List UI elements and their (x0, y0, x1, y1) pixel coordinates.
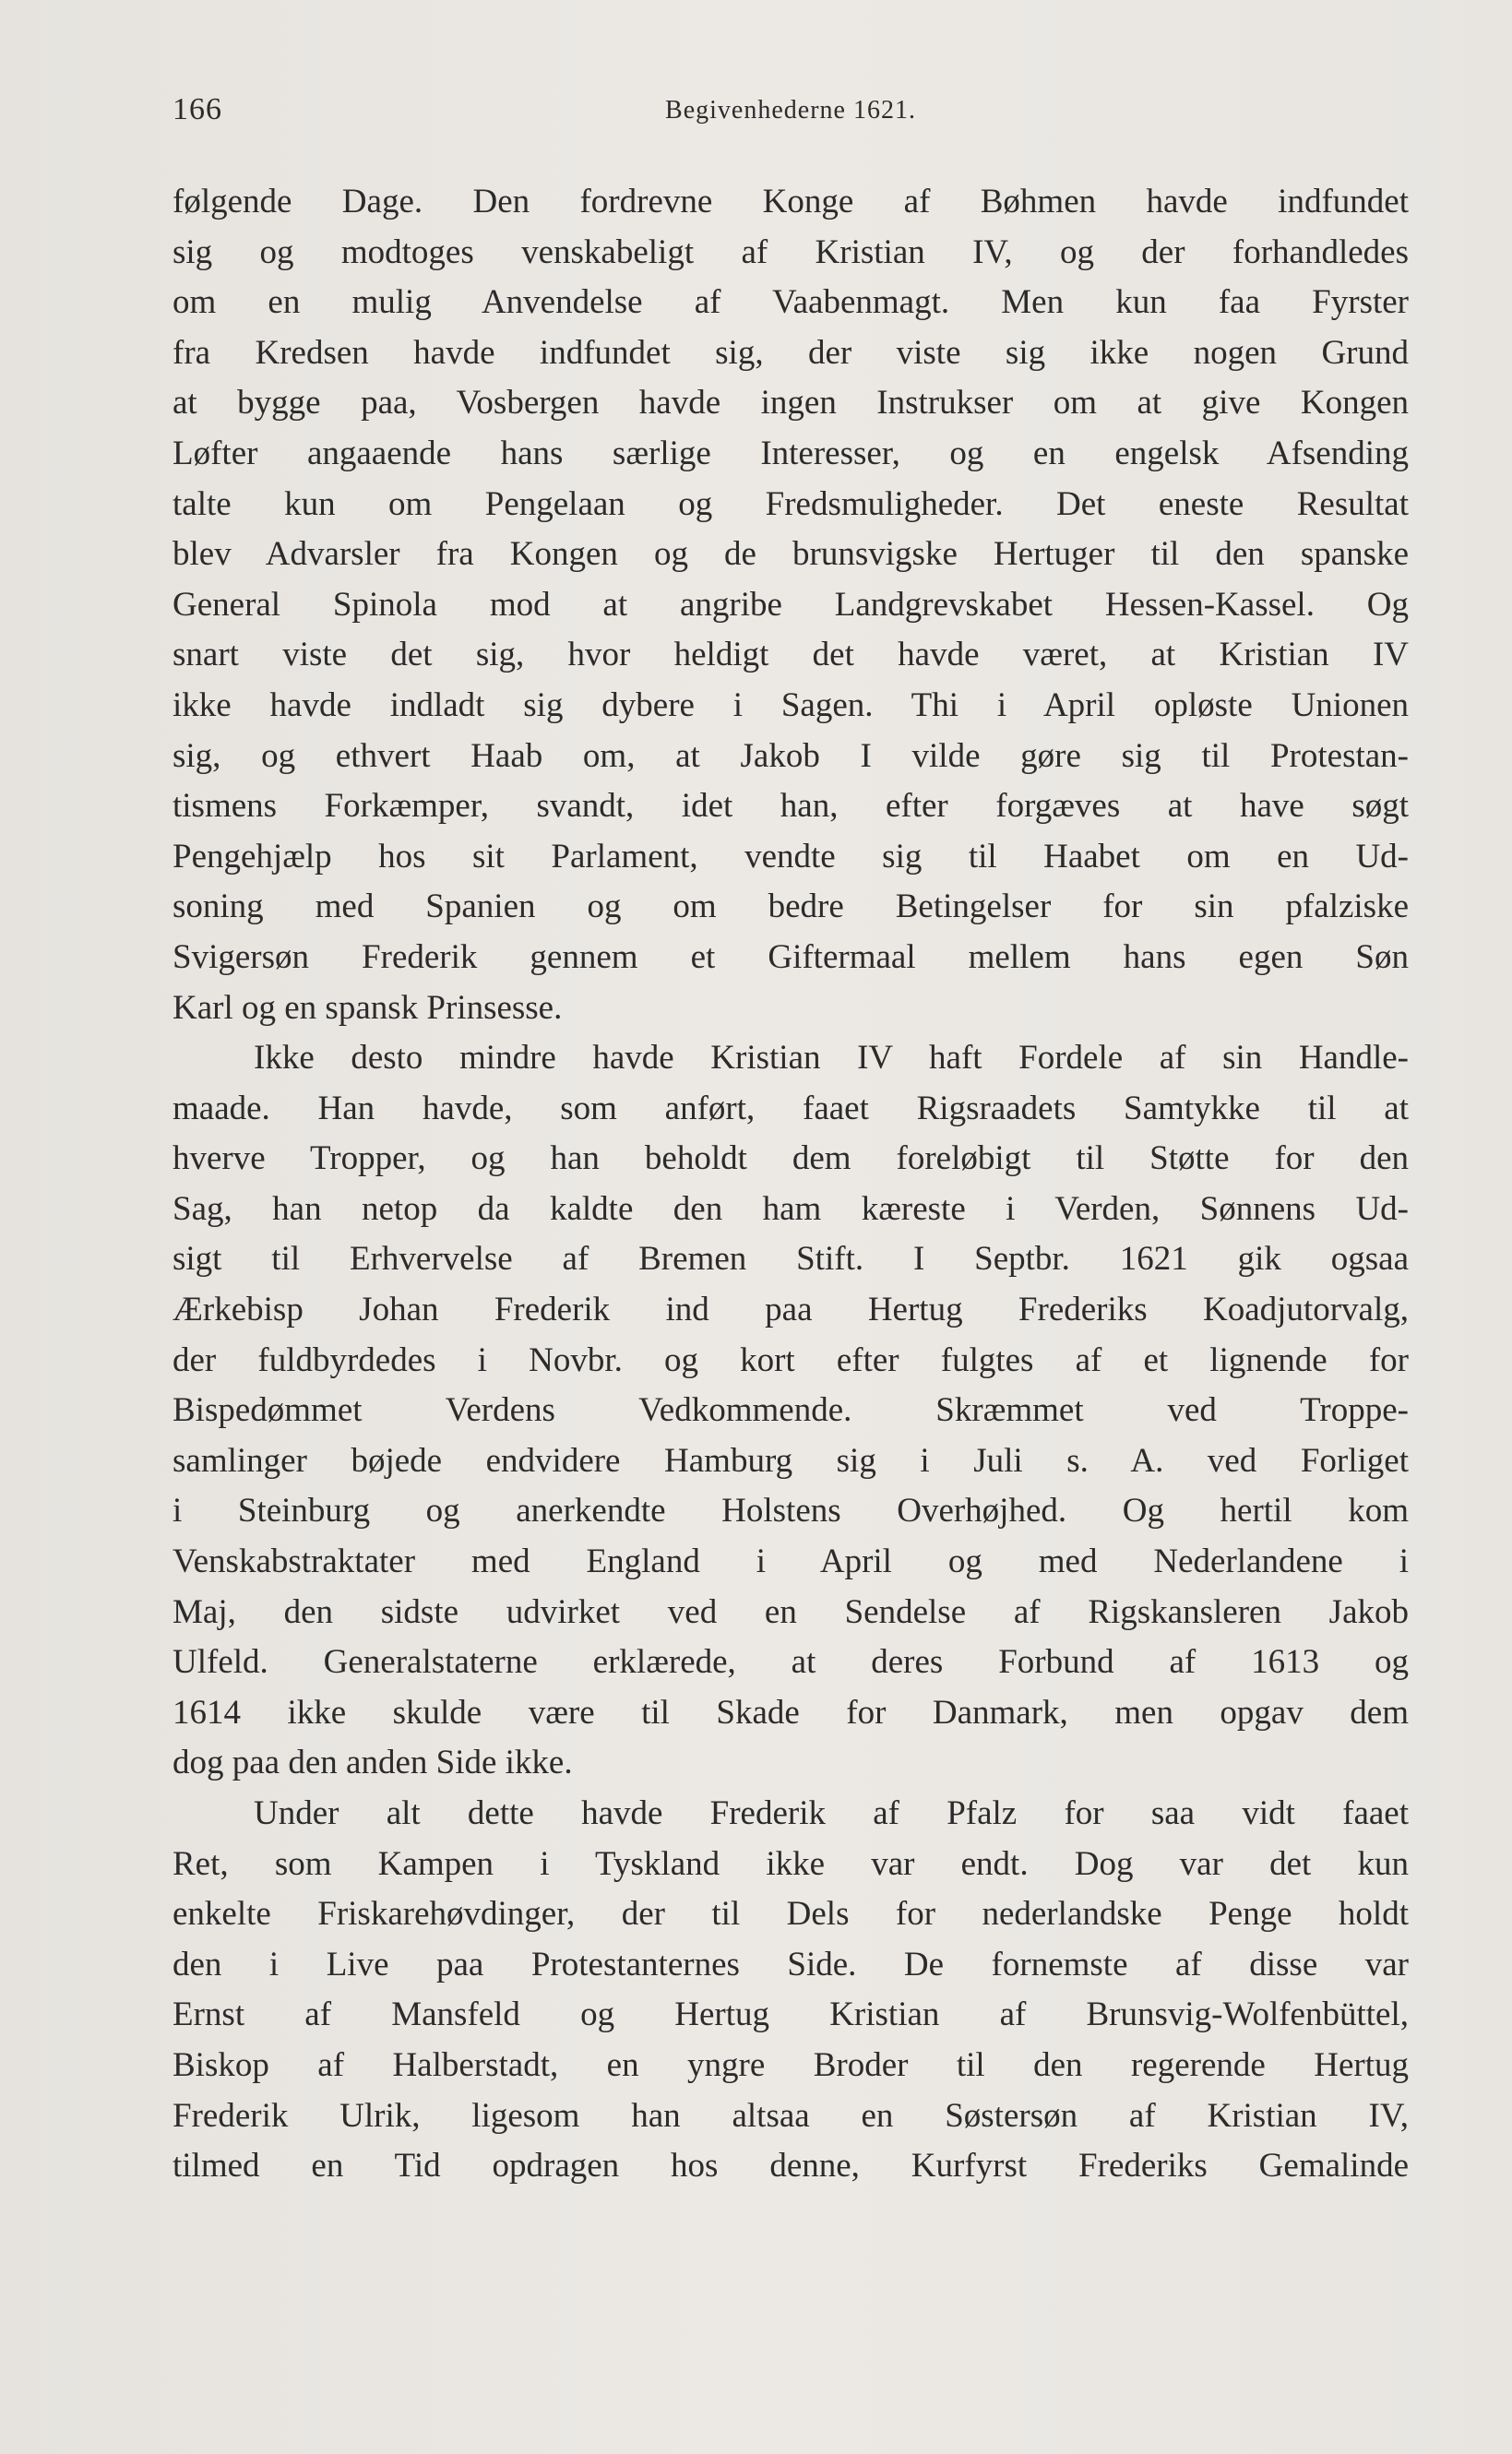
text-line: Svigersøn Frederik gennem et Giftermaal mellem hans egen Søn (173, 937, 1409, 976)
text-line: ikke havde indladt sig dybere i Sagen. Thi i April opløste Unionen (173, 685, 1409, 724)
text-line: Karl og en spansk Prinsesse. (173, 988, 563, 1027)
text-line: 1614 ikke skulde være til Skade for Danmark, men opgav dem (173, 1693, 1409, 1732)
text-line: soning med Spanien og om bedre Betingelser for sin pfalziske (173, 887, 1409, 926)
text-line: Sag, han netop da kaldte den ham kæreste i Verden, Sønnens Ud- (173, 1189, 1409, 1228)
text-line: følgende Dage. Den fordrevne Konge af Bøhmen havde indfundet (173, 183, 1409, 220)
text-line: Bispedømmet Verdens Vedkommende. Skræmmet ved Troppe- (173, 1391, 1409, 1430)
text-line: Løfter angaaende hans særlige Interesser, og en engelsk Afsending (173, 434, 1409, 472)
text-line: Ikke desto mindre havde Kristian IV haft Fordele af sin Handle- (254, 1039, 1409, 1078)
text-line: den i Live paa Protestanternes Side. De fornemste af disse var (173, 1945, 1409, 1983)
text-line: tilmed en Tid opdragen hos denne, Kurfyrst Frederiks Gemalinde (173, 2147, 1409, 2186)
page-header (173, 92, 1409, 138)
text-line: General Spinola mod at angribe Landgrevskabet Hessen-Kassel. Og (173, 585, 1409, 624)
text-line: Maj, den sidste udvirket ved en Sendelse af Rigskansleren Jakob (173, 1592, 1409, 1631)
text-line: enkelte Friskarehøvdinger, der til Dels for nederlandske Penge holdt (173, 1895, 1409, 1934)
text-line: Venskabstraktater med England i April og med Nederlandene i (173, 1543, 1409, 1581)
text-line: Ærkebisp Johan Frederik ind paa Hertug Frederiks Koadjutorvalg, (173, 1291, 1409, 1329)
text-line: Ret, som Kampen i Tyskland ikke var endt. Dog var det kun (173, 1844, 1409, 1883)
running-head: Begivenhederne 1621. (665, 96, 916, 125)
text-line: sig, og ethvert Haab om, at Jakob I vilde gøre sig til Protestan- (173, 736, 1409, 775)
text-line: hverve Tropper, og han beholdt dem foreløbigt til Støtte for den (173, 1139, 1409, 1178)
text-line: snart viste det sig, hvor heldigt det havde været, at Kristian IV (173, 636, 1409, 674)
text-line: Pengehjælp hos sit Parlament, vendte sig til Haabet om en Ud- (173, 837, 1409, 876)
text-line: sig og modtoges venskabeligt af Kristian IV, og der forhandledes (173, 232, 1409, 271)
text-line: om en mulig Anvendelse af Vaabenmagt. Men kun faa Fyrster (173, 283, 1409, 322)
text-line: Under alt dette havde Frederik af Pfalz for saa vidt faaet (254, 1794, 1409, 1832)
page-number: 166 (173, 92, 222, 126)
text-line: blev Advarsler fra Kongen og de brunsvigske Hertuger til den spanske (173, 535, 1409, 574)
text-line: der fuldbyrdedes i Novbr. og kort efter fulgtes af et lignende for (173, 1340, 1409, 1379)
text-line: tismens Forkæmper, svandt, idet han, efter forgæves at have søgt (173, 787, 1409, 826)
text-line: dog paa den anden Side ikke. (173, 1744, 573, 1782)
text-line: sigt til Erhvervelse af Bremen Stift. I Septbr. 1621 gik ogsaa (173, 1240, 1409, 1279)
body-text (173, 177, 1409, 2192)
text-line: samlinger bøjede endvidere Hamburg sig i Juli s. A. ved Forliget (173, 1441, 1409, 1480)
text-line: at bygge paa, Vosbergen havde ingen Instrukser om at give Kongen (173, 384, 1409, 423)
text-line: i Steinburg og anerkendte Holstens Overhøjhed. Og hertil kom (173, 1492, 1409, 1531)
text-line: Ulfeld. Generalstaterne erklærede, at deres Forbund af 1613 og (173, 1643, 1409, 1682)
text-line: fra Kredsen havde indfundet sig, der viste sig ikke nogen Grund (173, 333, 1409, 372)
text-line: Ernst af Mansfeld og Hertug Kristian af Brunsvig-Wolfenbüttel, (173, 1995, 1409, 2034)
text-line: talte kun om Pengelaan og Fredsmuligheder. Det eneste Resultat (173, 484, 1409, 523)
text-line: maade. Han havde, som anført, faaet Rigsraadets Samtykke til at (173, 1089, 1409, 1127)
text-line: Frederik Ulrik, ligesom han altsaa en Søstersøn af Kristian IV, (173, 2096, 1409, 2135)
text-line: Biskop af Halberstadt, en yngre Broder til den regerende Hertug (173, 2045, 1409, 2084)
